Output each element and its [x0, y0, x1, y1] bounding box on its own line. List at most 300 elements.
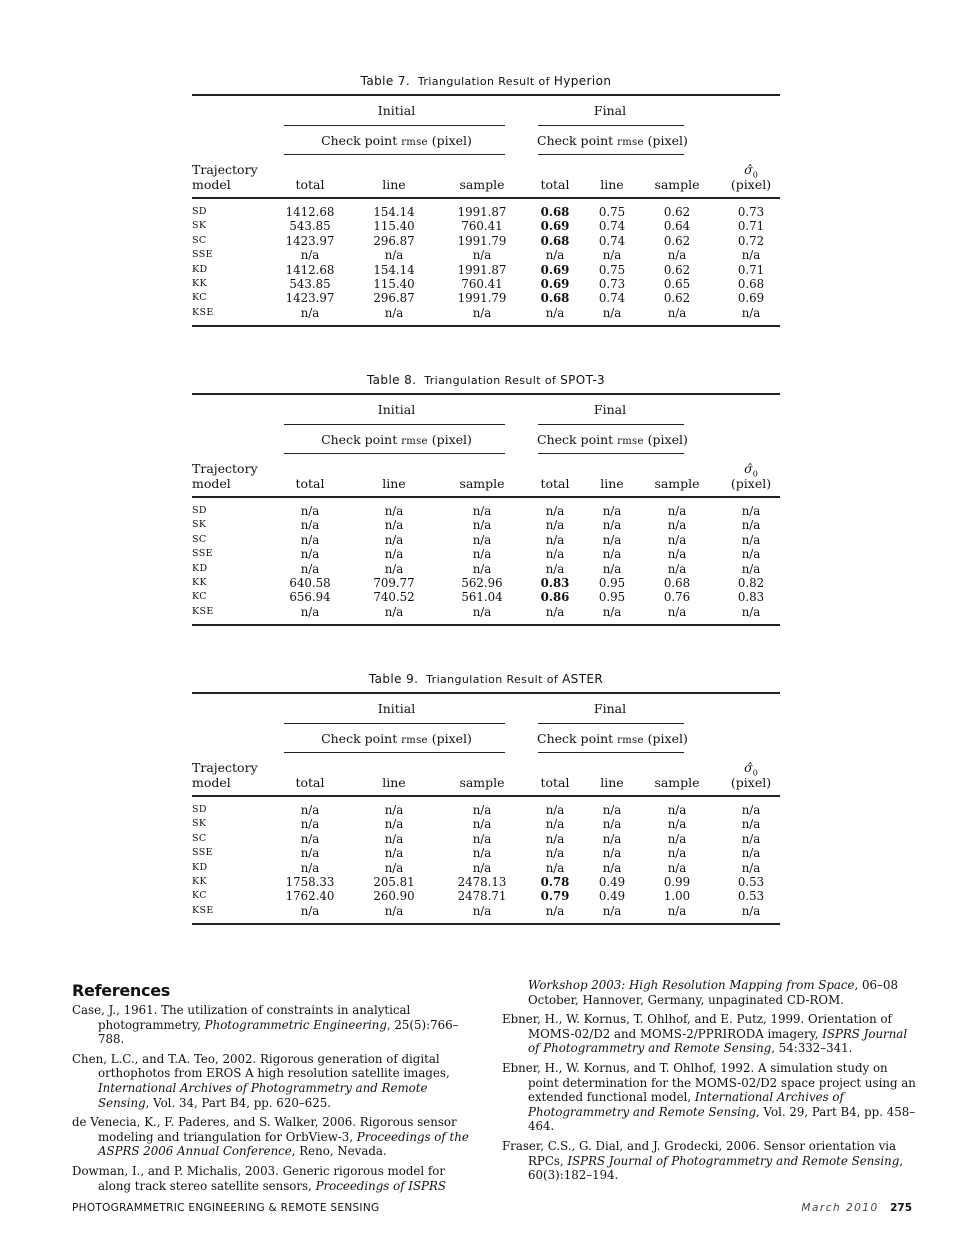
cell-i-total: n/a [300, 860, 320, 875]
cell-i-line: n/a [384, 604, 404, 619]
cell-f-line: n/a [602, 846, 622, 861]
cell-f-sample: n/a [667, 305, 687, 320]
header-bottom-rule-2 [192, 198, 780, 199]
header-model: model [192, 177, 231, 192]
cell-f-sample: n/a [667, 803, 687, 817]
cell-i-total: n/a [300, 817, 320, 832]
cell-f-total: n/a [545, 903, 565, 918]
row-model: KC [192, 890, 207, 902]
reference-entry: Workshop 2003: High Resolution Mapping from Space, 06–08 October, Hannover, Germany, unpaginated CD-ROM. [528, 978, 898, 1007]
row-model: SSE [192, 249, 213, 261]
header-final: Final [593, 701, 627, 716]
cell-i-line: n/a [384, 561, 404, 576]
final-rule [538, 723, 684, 724]
row-model: SC [192, 234, 207, 246]
cell-i-total: 1423.97 [285, 233, 335, 248]
cell-sigma: 0.82 [737, 575, 765, 590]
initial-rule [284, 424, 505, 425]
row-model: SSE [192, 548, 213, 560]
cell-i-total: n/a [300, 305, 320, 320]
cell-f-line: n/a [602, 547, 622, 562]
header-check-point-initial: Check point rmse (pixel) [321, 133, 472, 148]
footer-date: March 2010 [801, 1202, 879, 1214]
cell-f-line: 0.74 [598, 291, 626, 306]
cell-sigma: 0.71 [737, 219, 765, 234]
cell-f-line: n/a [602, 305, 622, 320]
header-sigma-unit: (pixel) [730, 476, 772, 491]
cell-i-total: n/a [300, 504, 320, 518]
row-model: SD [192, 804, 207, 815]
cell-f-sample: 0.68 [663, 575, 691, 590]
cell-i-total: n/a [300, 604, 320, 619]
cell-sigma: 0.68 [737, 276, 765, 291]
cell-sigma: 0.53 [737, 874, 765, 889]
cell-i-line: 709.77 [373, 575, 415, 590]
row-model: SK [192, 519, 207, 531]
header-final-total: total [540, 177, 570, 192]
table-row [192, 219, 780, 233]
cell-f-sample: n/a [667, 561, 687, 576]
row-model: KK [192, 576, 207, 588]
header-final-total: total [540, 476, 570, 491]
cell-i-line: 115.40 [373, 276, 415, 291]
table-row [192, 576, 780, 590]
cell-sigma: n/a [741, 248, 761, 263]
cell-i-sample: n/a [472, 831, 492, 846]
cell-sigma: 0.53 [737, 889, 765, 904]
top-rule [192, 692, 780, 694]
cell-sigma: n/a [741, 831, 761, 846]
cell-f-line: n/a [602, 803, 622, 817]
row-model: SD [192, 206, 207, 217]
final-subrule [538, 154, 684, 155]
table-row [192, 306, 780, 320]
cell-i-sample: 561.04 [461, 590, 503, 605]
final-subrule [538, 752, 684, 753]
cell-i-sample: 1991.87 [457, 205, 507, 219]
cell-i-line: n/a [384, 248, 404, 263]
cell-f-total: 0.79 [540, 889, 570, 904]
cell-f-total: 0.86 [540, 590, 570, 605]
cell-f-total: n/a [545, 604, 565, 619]
cell-f-line: 0.49 [598, 889, 626, 904]
header-model: model [192, 775, 231, 790]
cell-i-line: n/a [384, 518, 404, 533]
row-model: SSE [192, 847, 213, 859]
cell-i-line: n/a [384, 504, 404, 518]
row-model: KK [192, 277, 207, 289]
page-number: 275 [890, 1202, 912, 1214]
cell-i-sample: 562.96 [461, 575, 503, 590]
cell-f-total: n/a [545, 547, 565, 562]
cell-f-total: n/a [545, 831, 565, 846]
header-final: Final [593, 402, 627, 417]
cell-f-total: n/a [545, 817, 565, 832]
cell-i-sample: n/a [472, 817, 492, 832]
cell-f-sample: 0.99 [663, 874, 691, 889]
cell-i-total: n/a [300, 532, 320, 547]
cell-sigma: n/a [741, 860, 761, 875]
results-table [192, 74, 780, 320]
table-caption: Table 9. Triangulation Result of ASTER [368, 672, 604, 686]
cell-f-sample: n/a [667, 903, 687, 918]
cell-i-sample: 1991.87 [457, 262, 507, 277]
reference-entry: Dowman, I., and P. Michalis, 2003. Generic rigorous model for along track stereo satellite sensors, Proceedings of ISPRS [72, 1163, 446, 1193]
header-sample: sample [459, 177, 505, 192]
reference-entry: Ebner, H., W. Kornus, T. Ohlhof, and E. Putz, 1999. Orientation of MOMS-02/D2 and MOMS-2/PPRIRODA imagery, ISPRS Journal of Photogrammetry and Remote Sensing, 54:332–341. [502, 1012, 908, 1056]
row-model: SC [192, 533, 207, 545]
cell-i-sample: n/a [472, 846, 492, 861]
cell-f-total: 0.69 [540, 262, 570, 277]
cell-i-sample: n/a [472, 532, 492, 547]
cell-i-line: 205.81 [373, 874, 415, 889]
references-right-column [502, 978, 916, 1188]
cell-i-total: n/a [300, 518, 320, 533]
cell-i-line: n/a [384, 532, 404, 547]
cell-i-sample: 760.41 [461, 276, 503, 291]
cell-f-sample: n/a [667, 831, 687, 846]
header-sigma: $\sigmâ_0$ [744, 162, 758, 180]
table-body [192, 205, 780, 320]
cell-f-line: n/a [602, 532, 622, 547]
cell-i-sample: 1991.79 [457, 233, 507, 248]
cell-i-line: n/a [384, 846, 404, 861]
table-row [192, 861, 780, 875]
cell-i-line: n/a [384, 547, 404, 562]
initial-subrule [284, 154, 505, 155]
header-sigma: $\sigmâ_0$ [744, 760, 758, 778]
cell-i-line: n/a [384, 903, 404, 918]
cell-sigma: 0.73 [737, 205, 765, 219]
cell-f-sample: 0.65 [663, 276, 691, 291]
cell-f-sample: n/a [667, 532, 687, 547]
cell-f-sample: n/a [667, 860, 687, 875]
table-row [192, 263, 780, 277]
bottom-rule [192, 325, 780, 327]
cell-f-line: 0.75 [598, 205, 626, 219]
cell-sigma: n/a [741, 903, 761, 918]
header-check-point-final: Check point rmse (pixel) [537, 133, 688, 148]
cell-i-sample: 1991.79 [457, 291, 507, 306]
cell-sigma: n/a [741, 547, 761, 562]
final-rule [538, 125, 684, 126]
cell-f-total: n/a [545, 846, 565, 861]
cell-f-total: 0.68 [540, 291, 570, 306]
initial-rule [284, 723, 505, 724]
header-final-line: line [600, 177, 624, 192]
header-total: total [295, 775, 325, 790]
cell-f-line: n/a [602, 561, 622, 576]
cell-i-line: n/a [384, 305, 404, 320]
cell-f-total: 0.78 [540, 874, 570, 889]
cell-i-line: n/a [384, 860, 404, 875]
row-model: SK [192, 818, 207, 830]
header-sigma-unit: (pixel) [730, 177, 772, 192]
cell-i-line: 260.90 [373, 889, 415, 904]
cell-f-total: n/a [545, 561, 565, 576]
table-row [192, 590, 780, 604]
table-row [192, 205, 780, 219]
cell-f-sample: n/a [667, 248, 687, 263]
cell-i-total: 1412.68 [285, 205, 335, 219]
table-row [192, 504, 780, 518]
header-bottom-rule-2 [192, 497, 780, 498]
table-caption: Table 7. Triangulation Result of Hyperion [360, 74, 612, 88]
header-trajectory: Trajectory [192, 461, 258, 476]
cell-i-total: 1762.40 [285, 889, 335, 904]
cell-sigma: 0.71 [737, 262, 765, 277]
cell-sigma: n/a [741, 846, 761, 861]
header-total: total [295, 177, 325, 192]
cell-i-sample: n/a [472, 518, 492, 533]
cell-i-sample: n/a [472, 248, 492, 263]
table-row [192, 846, 780, 860]
table-row [192, 248, 780, 262]
cell-i-sample: n/a [472, 903, 492, 918]
cell-f-line: 0.73 [598, 276, 626, 291]
table-row [192, 605, 780, 619]
cell-sigma: n/a [741, 604, 761, 619]
cell-i-total: 543.85 [289, 276, 331, 291]
cell-f-total: n/a [545, 248, 565, 263]
footer-page-info [801, 1202, 912, 1214]
row-model: KSE [192, 306, 214, 318]
reference-entry: Ebner, H., W. Kornus, and T. Ohlhof, 1992. A simulation study on point determination for the MOMS-02/D2 space project using an extended functional model, International Archives of Photogrammetry and Remote Sensing, Vol. 29, Part B4, pp. 458–464. [502, 1060, 916, 1134]
cell-sigma: n/a [741, 518, 761, 533]
top-rule [192, 94, 780, 96]
cell-f-total: n/a [545, 803, 565, 817]
table-row [192, 889, 780, 903]
cell-f-line: 0.75 [598, 262, 626, 277]
header-check-point-final: Check point rmse (pixel) [537, 432, 688, 447]
cell-i-line: n/a [384, 803, 404, 817]
header-final-line: line [600, 775, 624, 790]
cell-i-line: n/a [384, 831, 404, 846]
cell-i-sample: n/a [472, 504, 492, 518]
row-model: KC [192, 292, 207, 304]
cell-i-total: 1423.97 [285, 291, 335, 306]
cell-i-total: n/a [300, 903, 320, 918]
header-model: model [192, 476, 231, 491]
cell-i-total: n/a [300, 561, 320, 576]
bottom-rule [192, 624, 780, 626]
header-final-sample: sample [654, 476, 700, 491]
cell-i-total: 1758.33 [285, 874, 335, 889]
results-table [192, 373, 780, 619]
cell-sigma: n/a [741, 504, 761, 518]
cell-f-total: 0.83 [540, 575, 570, 590]
references-heading: References [72, 981, 170, 1000]
table-row [192, 277, 780, 291]
cell-i-sample: 2478.13 [457, 874, 507, 889]
cell-f-total: n/a [545, 305, 565, 320]
row-model: KSE [192, 904, 214, 916]
header-line: line [382, 177, 406, 192]
cell-f-sample: n/a [667, 817, 687, 832]
header-final: Final [593, 103, 627, 118]
cell-f-total: n/a [545, 860, 565, 875]
cell-f-line: 0.95 [598, 590, 626, 605]
cell-f-sample: n/a [667, 547, 687, 562]
row-model: KD [192, 562, 208, 574]
table-row [192, 817, 780, 831]
references-left-column [72, 1003, 472, 1198]
cell-f-sample: n/a [667, 604, 687, 619]
cell-f-line: n/a [602, 831, 622, 846]
cell-f-sample: 0.62 [663, 233, 691, 248]
reference-entry: Case, J., 1961. The utilization of constraints in analytical photogrammetry, Photogrammetric Engineering, 25(5):766–788. [72, 1003, 459, 1047]
table-row [192, 533, 780, 547]
cell-i-line: 296.87 [373, 233, 415, 248]
row-model: SC [192, 832, 207, 844]
cell-f-sample: n/a [667, 504, 687, 518]
cell-f-line: n/a [602, 504, 622, 518]
cell-f-line: 0.74 [598, 219, 626, 234]
cell-f-line: n/a [602, 817, 622, 832]
table-row [192, 547, 780, 561]
cell-i-line: 154.14 [373, 262, 415, 277]
cell-i-sample: n/a [472, 803, 492, 817]
cell-f-sample: 0.76 [663, 590, 691, 605]
header-final-sample: sample [654, 177, 700, 192]
cell-sigma: 0.83 [737, 590, 765, 605]
table-row [192, 234, 780, 248]
reference-entry: Chen, L.C., and T.A. Teo, 2002. Rigorous generation of digital orthophotos from EROS A high resolution satellite images, International Archives of Photogrammetry and Remote Sensing, Vol. 34, Part B4, pp. 620–625. [72, 1051, 450, 1110]
reference-entry: Fraser, C.S., G. Dial, and J. Grodecki, 2006. Sensor orientation via RPCs, ISPRS Journal of Photogrammetry and Remote Sensing, 60(3):182–194. [502, 1138, 904, 1183]
header-check-point-initial: Check point rmse (pixel) [321, 731, 472, 746]
final-subrule [538, 453, 684, 454]
cell-sigma: 0.69 [737, 291, 765, 306]
cell-f-sample: n/a [667, 846, 687, 861]
row-model: KSE [192, 605, 214, 617]
cell-f-sample: 0.62 [663, 262, 691, 277]
header-trajectory: Trajectory [192, 760, 258, 775]
initial-subrule [284, 752, 505, 753]
cell-sigma: 0.72 [737, 233, 765, 248]
header-sample: sample [459, 775, 505, 790]
cell-f-total: n/a [545, 518, 565, 533]
header-final-total: total [540, 775, 570, 790]
header-final-sample: sample [654, 775, 700, 790]
header-check-point-final: Check point rmse (pixel) [537, 731, 688, 746]
header-trajectory: Trajectory [192, 162, 258, 177]
table-body [192, 803, 780, 918]
footer-journal: PHOTOGRAMMETRIC ENGINEERING & REMOTE SENSING [72, 1202, 380, 1214]
cell-f-line: 0.49 [598, 874, 626, 889]
cell-f-line: n/a [602, 860, 622, 875]
cell-i-sample: n/a [472, 561, 492, 576]
header-initial: Initial [377, 103, 416, 118]
cell-f-line: n/a [602, 604, 622, 619]
cell-i-line: 154.14 [373, 205, 415, 219]
table-row [192, 875, 780, 889]
initial-subrule [284, 453, 505, 454]
cell-f-total: 0.69 [540, 276, 570, 291]
cell-i-line: 296.87 [373, 291, 415, 306]
cell-i-line: n/a [384, 817, 404, 832]
cell-i-total: 640.58 [289, 575, 331, 590]
header-total: total [295, 476, 325, 491]
cell-f-total: 0.68 [540, 205, 570, 219]
cell-i-total: 543.85 [289, 219, 331, 234]
cell-f-line: n/a [602, 903, 622, 918]
top-rule [192, 393, 780, 395]
table-caption: Table 8. Triangulation Result of SPOT-3 [366, 373, 606, 387]
cell-i-total: n/a [300, 547, 320, 562]
row-model: KD [192, 263, 208, 275]
cell-f-total: 0.68 [540, 233, 570, 248]
cell-sigma: n/a [741, 561, 761, 576]
cell-f-sample: 0.62 [663, 291, 691, 306]
cell-f-sample: 1.00 [663, 889, 691, 904]
final-rule [538, 424, 684, 425]
header-sigma: $\sigmâ_0$ [744, 461, 758, 479]
cell-sigma: n/a [741, 305, 761, 320]
header-check-point-initial: Check point rmse (pixel) [321, 432, 472, 447]
row-model: KC [192, 591, 207, 603]
cell-f-total: n/a [545, 504, 565, 518]
cell-f-sample: n/a [667, 518, 687, 533]
cell-i-line: 115.40 [373, 219, 415, 234]
cell-i-line: 740.52 [373, 590, 415, 605]
row-model: SK [192, 220, 207, 232]
cell-i-total: 656.94 [289, 590, 331, 605]
cell-i-sample: 2478.71 [457, 889, 507, 904]
table-row [192, 291, 780, 305]
header-initial: Initial [377, 402, 416, 417]
cell-f-sample: 0.64 [663, 219, 691, 234]
table-row [192, 518, 780, 532]
table-row [192, 562, 780, 576]
cell-i-sample: n/a [472, 547, 492, 562]
cell-f-total: n/a [545, 532, 565, 547]
cell-f-line: n/a [602, 518, 622, 533]
header-initial: Initial [377, 701, 416, 716]
row-model: SD [192, 505, 207, 516]
cell-i-total: n/a [300, 831, 320, 846]
initial-rule [284, 125, 505, 126]
header-sigma-unit: (pixel) [730, 775, 772, 790]
bottom-rule [192, 923, 780, 925]
reference-entry: de Venecia, K., F. Paderes, and S. Walker, 2006. Rigorous sensor modeling and triangulation for OrbView-3, Proceedings of the ASPRS 2006 Annual Conference, Reno, Nevada. [72, 1115, 469, 1159]
cell-sigma: n/a [741, 817, 761, 832]
table-row [192, 803, 780, 817]
results-table [192, 672, 780, 918]
table-body [192, 504, 780, 619]
row-model: KD [192, 861, 208, 873]
cell-f-sample: 0.62 [663, 205, 691, 219]
cell-i-sample: n/a [472, 860, 492, 875]
cell-i-sample: n/a [472, 604, 492, 619]
header-line: line [382, 775, 406, 790]
cell-i-total: n/a [300, 846, 320, 861]
header-bottom-rule-2 [192, 796, 780, 797]
cell-i-sample: 760.41 [461, 219, 503, 234]
table-row [192, 832, 780, 846]
cell-sigma: n/a [741, 532, 761, 547]
header-sample: sample [459, 476, 505, 491]
table-row [192, 904, 780, 918]
header-line: line [382, 476, 406, 491]
cell-i-total: n/a [300, 803, 320, 817]
cell-f-line: 0.95 [598, 575, 626, 590]
cell-sigma: n/a [741, 803, 761, 817]
row-model: KK [192, 875, 207, 887]
cell-i-total: 1412.68 [285, 262, 335, 277]
cell-f-line: n/a [602, 248, 622, 263]
cell-f-line: 0.74 [598, 233, 626, 248]
header-final-line: line [600, 476, 624, 491]
